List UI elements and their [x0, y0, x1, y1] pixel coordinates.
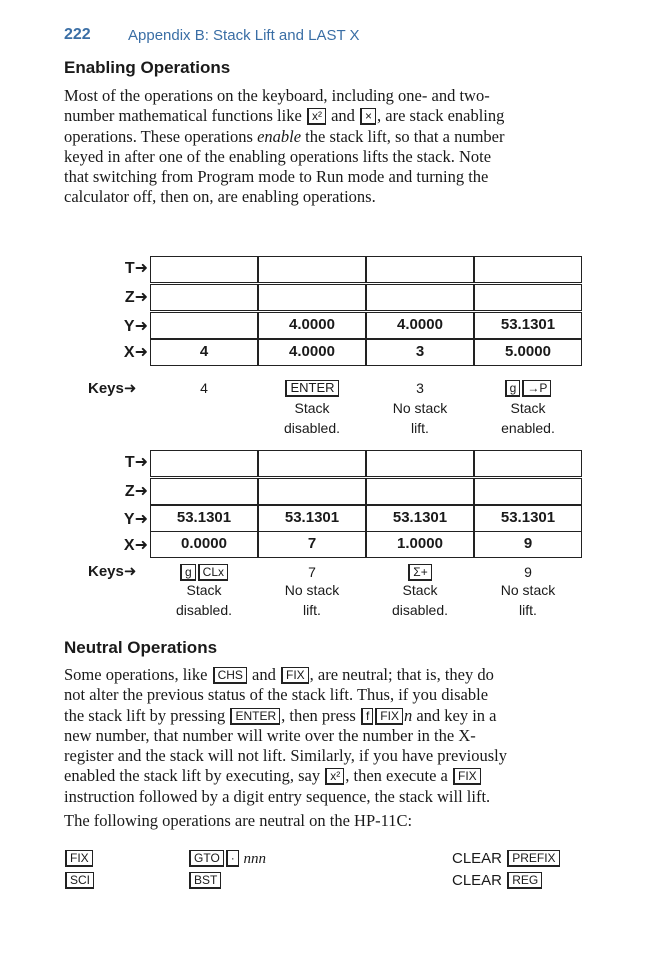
caption-line: No stack — [500, 582, 556, 598]
caption-line: enabled. — [501, 420, 555, 436]
caption-line: disabled. — [391, 602, 449, 618]
stack-cell-T — [366, 450, 474, 477]
caption-line: disabled. — [175, 602, 233, 618]
stack-cell-T — [474, 450, 582, 477]
enter-key: ENTER — [230, 708, 280, 725]
neutral-item: GTO · nnn — [188, 850, 266, 868]
stack-cell-T — [474, 256, 582, 283]
stack-cell-X: 7 — [258, 531, 366, 558]
enter-key: ENTER — [285, 380, 338, 397]
register-label-T: T➜ — [124, 454, 148, 471]
stack-cell-Z — [258, 478, 366, 505]
stack-cell-Z — [150, 478, 258, 505]
neutral-item — [64, 872, 95, 890]
clx-key: CLx — [198, 564, 228, 581]
stack-cell-Z — [150, 284, 258, 311]
fix-key: FIX — [65, 850, 93, 867]
stack-cell-T — [150, 256, 258, 283]
register-label-X: X➜ — [123, 537, 148, 554]
caption-line: Stack — [402, 582, 438, 598]
caption-line: disabled. — [283, 420, 341, 436]
stack-cell-X: 0.0000 — [150, 531, 258, 558]
stack-cell-Z — [258, 284, 366, 311]
caption-line: No stack — [284, 582, 340, 598]
stack-cell-T — [258, 256, 366, 283]
sci-key: SCI — [65, 872, 94, 889]
stack-cell-Z — [474, 478, 582, 505]
key-sequence — [474, 378, 582, 398]
text-line: operations. These operations enable the stack lift, so that a number — [64, 126, 505, 146]
text-line: that switching from Program mode to Run mode and turning the — [64, 167, 489, 187]
x-squared-key: x² — [307, 108, 326, 125]
stack-cell-X: 9 — [474, 531, 582, 558]
neutral-intro-line: The following operations are neutral on the HP-11C: — [64, 811, 413, 830]
key-sequence — [150, 562, 258, 582]
caption-line: Stack — [294, 400, 330, 416]
stack-cell-Y: 53.1301 — [474, 312, 582, 339]
text-line: new number, that number will write over the number in the X- — [64, 725, 476, 745]
neutral-item — [188, 872, 222, 890]
stack-cell-Y: 53.1301 — [150, 505, 258, 532]
register-label-Z: Z➜ — [124, 289, 148, 306]
neutral-item: CLEAR REG — [452, 872, 543, 889]
neutral-paragraph — [64, 665, 578, 807]
register-label-Y: Y➜ — [123, 318, 148, 335]
stack-cell-Y: 4.0000 — [366, 312, 474, 339]
stack-cell-Y: 53.1301 — [474, 505, 582, 532]
bst-key: BST — [189, 872, 221, 889]
text-line: instruction followed by a digit entry sequence, the stack will lift. — [64, 786, 491, 806]
g-key: g — [505, 380, 521, 397]
section-title-neutral: Neutral Operations — [64, 638, 218, 657]
keys-label: Keys➜ — [88, 563, 137, 580]
register-label-Z: Z➜ — [124, 483, 148, 500]
caption-line: lift. — [411, 420, 429, 436]
caption-line: lift. — [303, 602, 321, 618]
stack-cell-X: 4.0000 — [258, 339, 366, 366]
stack-cell-X: 3 — [366, 339, 474, 366]
stack-cell-T — [258, 450, 366, 477]
stack-cell-Y: 53.1301 — [258, 505, 366, 532]
stack-cell-X: 4 — [150, 339, 258, 366]
keys-label: Keys➜ — [88, 380, 137, 397]
f-key: f — [361, 708, 373, 725]
x-squared-key: x² — [325, 768, 344, 785]
key-sequence: 4 — [200, 380, 208, 396]
to-polar-key: →P — [522, 380, 551, 397]
decimal-point-key: · — [226, 850, 239, 867]
caption-line: Stack — [186, 582, 222, 598]
text-line: Some operations, like CHS and FIX , are neutral; that is, they do — [64, 665, 494, 684]
neutral-item — [64, 850, 94, 868]
section-title-enabling: Enabling Operations — [64, 58, 231, 77]
stack-cell-X: 5.0000 — [474, 339, 582, 366]
key-sequence: 3 — [416, 380, 424, 396]
key-sequence: 9 — [524, 564, 532, 580]
key-sequence — [258, 378, 366, 398]
caption-line: No stack — [392, 400, 448, 416]
register-label-Y: Y➜ — [123, 511, 148, 528]
chs-key: CHS — [213, 667, 247, 684]
key-sequence: 7 — [308, 564, 316, 580]
stack-cell-Z — [474, 284, 582, 311]
fix-key: FIX — [453, 768, 481, 785]
sigma-plus-key: Σ+ — [408, 564, 431, 581]
stack-cell-Y: 4.0000 — [258, 312, 366, 339]
text-line: calculator off, then on, are enabling operations. — [64, 187, 376, 207]
prefix-key: PREFIX — [507, 850, 559, 867]
text-line: keyed in after one of the enabling operations lifts the stack. Note — [64, 146, 492, 166]
caption-line: Stack — [510, 400, 546, 416]
key-sequence — [366, 562, 474, 582]
stack-cell-X: 1.0000 — [366, 531, 474, 558]
fix-key: FIX — [375, 708, 403, 725]
stack-cell-Y: 53.1301 — [366, 505, 474, 532]
text-line: not alter the previous status of the stack lift. Thus, if you disable — [64, 685, 489, 705]
text-line: register and the stack will not lift. Similarly, if you have previously — [64, 746, 507, 766]
reg-key: REG — [507, 872, 542, 889]
fix-key: FIX — [281, 667, 309, 684]
gto-key: GTO — [189, 850, 224, 867]
register-label-X: X➜ — [123, 344, 148, 361]
enabling-paragraph — [64, 86, 578, 208]
register-label-T: T➜ — [124, 260, 148, 277]
running-head: Appendix B: Stack Lift and LAST X — [128, 27, 360, 44]
multiply-key: × — [360, 108, 376, 125]
neutral-item: CLEAR PREFIX — [452, 850, 561, 867]
caption-line: lift. — [519, 602, 537, 618]
stack-cell-T — [366, 256, 474, 283]
stack-cell-T — [150, 450, 258, 477]
text-line: Most of the operations on the keyboard, including one- and two- — [64, 86, 490, 105]
text-line: enabled the stack lift by executing, say x² , then execute a FIX — [64, 766, 578, 786]
text-line: number mathematical functions like x² and × , are stack enabling — [64, 106, 505, 126]
stack-diagram-2 — [0, 450, 666, 625]
stack-diagram-1 — [0, 256, 666, 446]
stack-cell-Z — [366, 478, 474, 505]
page-number: 222 — [64, 26, 91, 43]
text-line: the stack lift by pressing ENTER , then press f FIX n and key in a — [64, 705, 497, 725]
g-key: g — [180, 564, 196, 581]
stack-cell-Y — [150, 312, 258, 339]
stack-cell-Z — [366, 284, 474, 311]
